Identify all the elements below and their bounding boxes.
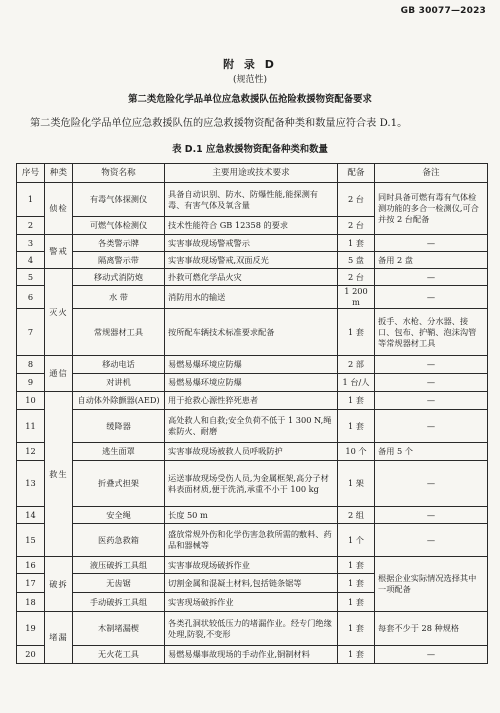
row-requirement: 实害现场破拆作业 <box>165 593 338 612</box>
row-no: 6 <box>17 286 45 309</box>
header-category: 种类 <box>45 164 73 183</box>
row-name: 有毒气体探测仪 <box>73 183 165 217</box>
row-requirement: 消防用水的输送 <box>165 286 338 309</box>
row-no: 5 <box>17 269 45 286</box>
table-row <box>17 252 488 269</box>
row-quantity: 1 套 <box>338 309 375 356</box>
row-requirement: 具备自动识别、防水、防爆性能,能探测有毒、有害气体及氧含量 <box>165 183 338 217</box>
row-quantity: 1 套 <box>338 410 375 443</box>
row-quantity: 1 套 <box>338 612 375 646</box>
row-no: 14 <box>17 507 45 524</box>
row-no: 9 <box>17 374 45 392</box>
row-quantity: 1 套 <box>338 235 375 252</box>
row-no: 7 <box>17 309 45 356</box>
row-requirement: 切割金属和混凝土材料,包括链条锯等 <box>165 574 338 593</box>
category-cell: 灭火 <box>45 269 73 356</box>
row-no: 2 <box>17 217 45 235</box>
category-cell: 破拆 <box>45 557 73 612</box>
row-requirement: 技术性能符合 GB 12358 的要求 <box>165 217 338 235</box>
table-header-row <box>17 164 488 183</box>
row-no: 10 <box>17 392 45 410</box>
row-remark: — <box>375 461 488 507</box>
row-remark: 备用 2 盘 <box>375 252 488 269</box>
row-remark: — <box>375 410 488 443</box>
row-requirement: 盛放常规外伤和化学伤害急救所需的敷料、药品和器械等 <box>165 524 338 557</box>
row-remark: — <box>375 374 488 392</box>
row-remark: — <box>375 646 488 664</box>
row-requirement: 实害事故现场警戒警示 <box>165 235 338 252</box>
table-row <box>17 235 488 252</box>
row-requirement: 实害事故现场破拆作业 <box>165 557 338 574</box>
category-cell: 救生 <box>45 392 73 557</box>
row-quantity: 2 台 <box>338 269 375 286</box>
row-requirement: 实害事故现场被救人员呼吸防护 <box>165 443 338 461</box>
row-no: 20 <box>17 646 45 664</box>
table-row <box>17 183 488 217</box>
appendix-title: 附 录 D <box>223 58 277 71</box>
appendix-heading: 第二类危险化学品单位应急救援队伍抢险救援物资配备要求 <box>128 94 372 105</box>
table-row <box>17 524 488 557</box>
row-quantity: 5 盘 <box>338 252 375 269</box>
header-remark: 备注 <box>375 164 488 183</box>
row-quantity: 2 台 <box>338 217 375 235</box>
table-row <box>17 557 488 574</box>
row-requirement: 易燃易爆事故现场的手动作业,铜制材料 <box>165 646 338 664</box>
row-name: 液压破拆工具组 <box>73 557 165 574</box>
row-name: 无齿锯 <box>73 574 165 593</box>
row-no: 17 <box>17 574 45 593</box>
row-no: 11 <box>17 410 45 443</box>
intro-paragraph: 第二类危险化学品单位应急救援队伍的应急救援物资配备种类和数量应符合表 D.1。 <box>30 118 408 129</box>
row-quantity: 10 个 <box>338 443 375 461</box>
row-no: 15 <box>17 524 45 557</box>
row-remark: 同时具备可燃有毒有气体检测功能的多合一检测仪,可合并按 2 台配备 <box>375 183 488 235</box>
row-quantity: 1 套 <box>338 593 375 612</box>
row-quantity: 1 套 <box>338 574 375 593</box>
row-no: 13 <box>17 461 45 507</box>
row-remark: — <box>375 235 488 252</box>
row-remark: — <box>375 524 488 557</box>
category-cell: 警戒 <box>45 235 73 269</box>
table-row <box>17 612 488 646</box>
table-row <box>17 507 488 524</box>
table-row <box>17 269 488 286</box>
row-no: 8 <box>17 356 45 374</box>
row-no: 3 <box>17 235 45 252</box>
table-title: 表 D.1 应急救援物资配备种类和数量 <box>172 144 328 155</box>
table-row <box>17 443 488 461</box>
table-row <box>17 356 488 374</box>
table-row <box>17 410 488 443</box>
row-quantity: 2 组 <box>338 507 375 524</box>
table-row <box>17 392 488 410</box>
header-no: 序号 <box>17 164 45 183</box>
row-requirement: 各类孔洞状较低压力的堵漏作业。经专门绝缘处理,防裂,不变形 <box>165 612 338 646</box>
row-quantity: 1 套 <box>338 557 375 574</box>
row-no: 16 <box>17 557 45 574</box>
row-requirement: 用于抢救心源性猝死患者 <box>165 392 338 410</box>
row-no: 12 <box>17 443 45 461</box>
row-name: 对讲机 <box>73 374 165 392</box>
row-requirement: 长度 50 m <box>165 507 338 524</box>
row-remark: — <box>375 507 488 524</box>
row-name: 常规器材工具 <box>73 309 165 356</box>
row-name: 可燃气体检测仪 <box>73 217 165 235</box>
row-no: 19 <box>17 612 45 646</box>
row-no: 1 <box>17 183 45 217</box>
row-name: 水 带 <box>73 286 165 309</box>
table-row <box>17 309 488 356</box>
row-name: 隔离警示带 <box>73 252 165 269</box>
row-name: 折叠式担架 <box>73 461 165 507</box>
row-name: 手动破拆工具组 <box>73 593 165 612</box>
row-name: 医药急救箱 <box>73 524 165 557</box>
category-cell: 通信 <box>45 356 73 392</box>
row-quantity: 2 台 <box>338 183 375 217</box>
row-name: 安全绳 <box>73 507 165 524</box>
appendix-subtitle: (规范性) <box>232 75 268 85</box>
row-remark: — <box>375 269 488 286</box>
row-no: 18 <box>17 593 45 612</box>
row-requirement: 易燃易爆环境应防爆 <box>165 374 338 392</box>
standard-number: GB 30077—2023 <box>400 6 486 16</box>
row-requirement: 扑救可燃化学品火灾 <box>165 269 338 286</box>
row-name: 自动体外除颤器(AED) <box>73 392 165 410</box>
row-requirement: 运送事故现场受伤人员,为金属框架,高分子材料表面材质,便于洗消,承重不小于 100 kg <box>165 461 338 507</box>
row-name: 移动式消防炮 <box>73 269 165 286</box>
row-quantity: 1 套 <box>338 392 375 410</box>
row-quantity: 1 200 m <box>338 286 375 309</box>
row-requirement: 按所配车辆技术标准要求配备 <box>165 309 338 356</box>
row-remark: 根据企业实际情况选择其中一项配备 <box>375 557 488 612</box>
row-remark: 每套不少于 28 种规格 <box>375 612 488 646</box>
row-name: 缓降器 <box>73 410 165 443</box>
table-row <box>17 286 488 309</box>
row-requirement: 高处救人和自救;安全负荷不低于 1 300 N,绳索防火、耐磨 <box>165 410 338 443</box>
row-name: 逃生面罩 <box>73 443 165 461</box>
row-remark: — <box>375 356 488 374</box>
header-quantity: 配备 <box>338 164 375 183</box>
materials-table <box>16 163 488 664</box>
category-cell: 堵漏 <box>45 612 73 664</box>
row-remark: 备用 5 个 <box>375 443 488 461</box>
row-remark: — <box>375 392 488 410</box>
header-requirement: 主要用途或技术要求 <box>165 164 338 183</box>
row-remark: 扳手、水枪、分水器、接口、包布、护鞘、泡沫沟管等常规器材工具 <box>375 309 488 356</box>
row-requirement: 易燃易爆环境应防爆 <box>165 356 338 374</box>
row-quantity: 1 架 <box>338 461 375 507</box>
row-remark: — <box>375 286 488 309</box>
row-name: 移动电话 <box>73 356 165 374</box>
row-quantity: 1 个 <box>338 524 375 557</box>
category-cell: 侦检 <box>45 183 73 235</box>
row-quantity: 1 台/人 <box>338 374 375 392</box>
header-name: 物资名称 <box>73 164 165 183</box>
row-name: 各类警示牌 <box>73 235 165 252</box>
row-no: 4 <box>17 252 45 269</box>
row-quantity: 2 部 <box>338 356 375 374</box>
table-row <box>17 374 488 392</box>
row-name: 木制堵漏楔 <box>73 612 165 646</box>
row-quantity: 1 套 <box>338 646 375 664</box>
table-row <box>17 646 488 664</box>
table-row <box>17 461 488 507</box>
row-name: 无火花工具 <box>73 646 165 664</box>
row-requirement: 实害事故现场警戒,双面反光 <box>165 252 338 269</box>
